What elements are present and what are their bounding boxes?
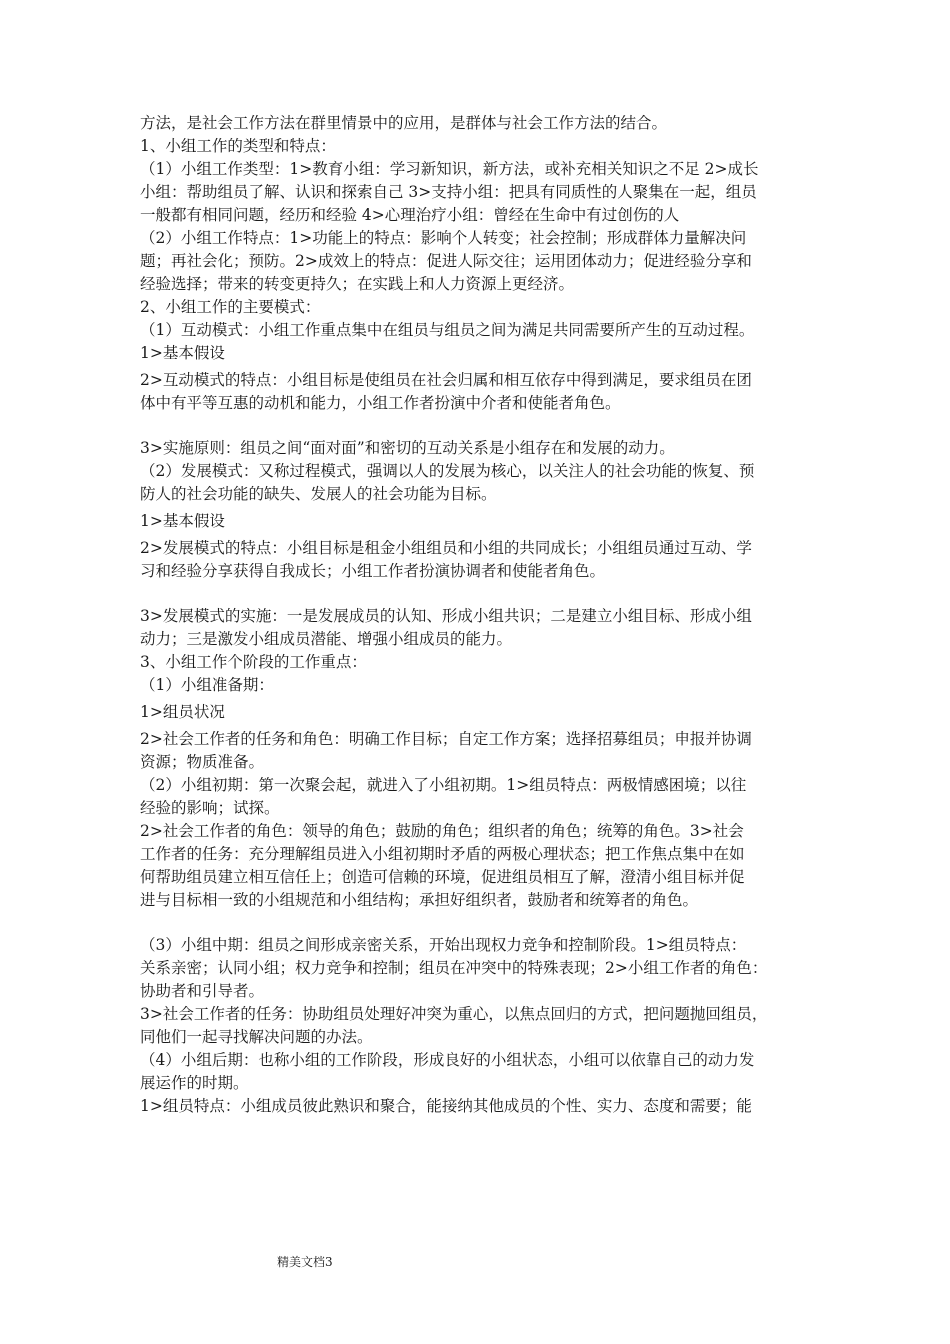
text-line: 3>社会工作者的任务：协助组员处理好冲突为重心，以焦点回归的方式，把问题抛回组员，: [140, 1005, 768, 1023]
section-heading: 3、小组工作个阶段的工作重点：: [140, 653, 367, 671]
text-line: 习和经验分享获得自我成长；小组工作者扮演协调者和使能者角色。: [140, 562, 606, 580]
document-body: [140, 112, 816, 1118]
text-line: 2>社会工作者的角色：领导的角色；鼓励的角色；组织者的角色；统筹的角色。3>社会: [140, 822, 744, 840]
text-line: 工作者的任务：充分理解组员进入小组初期时矛盾的两极心理状态；把工作焦点集中在如: [140, 845, 745, 863]
text-line: 2>发展模式的特点：小组目标是租金小组组员和小组的共同成长；小组组员通过互动、学: [140, 539, 752, 557]
text-line: 1>组员状况: [140, 703, 225, 721]
text-line: 防人的社会功能的缺失、发展人的社会功能为目标。: [140, 485, 497, 503]
text-line: 小组：帮助组员了解、认识和探索自己 3>支持小组：把具有同质性的人聚集在一起，组员: [140, 183, 757, 201]
text-line: （2）小组工作特点：1>功能上的特点：影响个人转变；社会控制；形成群体力量解决问: [140, 229, 747, 247]
text-line: 1>组员特点：小组成员彼此熟识和聚合，能接纳其他成员的个性、实力、态度和需要；能: [140, 1097, 752, 1115]
text-line: （2）小组初期：第一次聚会起，就进入了小组初期。1>组员特点：两极情感困境；以往: [140, 776, 747, 794]
text-line: 同他们一起寻找解决问题的办法。: [140, 1028, 373, 1046]
section-heading: 1、小组工作的类型和特点：: [140, 137, 336, 155]
text-line: 3>发展模式的实施：一是发展成员的认知、形成小组共识；二是建立小组目标、形成小组: [140, 607, 752, 625]
text-line: （4）小组后期：也称小组的工作阶段，形成良好的小组状态，小组可以依靠自己的动力发: [140, 1051, 755, 1069]
text-line: 关系亲密；认同小组；权力竞争和控制；组员在冲突中的特殊表现；2>小组工作者的角色：: [140, 959, 768, 977]
text-line: 一般都有相同问题，经历和经验 4>心理治疗小组：曾经在生命中有过创伤的人: [140, 206, 680, 224]
text-line: 动力；三是激发小组成员潜能、增强小组成员的能力。: [140, 630, 513, 648]
text-line: （1）小组准备期：: [140, 676, 274, 694]
page-footer: 精美文档3: [277, 1255, 333, 1269]
text-line: 方法，是社会工作方法在群里情景中的应用，是群体与社会工作方法的结合。: [140, 114, 668, 132]
text-line: 何帮助组员建立相互信任上；创造可信赖的环境，促进组员相互了解，澄清小组目标并促: [140, 868, 745, 886]
text-line: 经验的影响；试探。: [140, 799, 280, 817]
text-line: 协助者和引导者。: [140, 982, 265, 1000]
section-heading: 2、小组工作的主要模式：: [140, 298, 321, 316]
text-line: 1>基本假设: [140, 512, 225, 530]
text-line: 3>实施原则：组员之间“面对面”和密切的互动关系是小组存在和发展的动力。: [140, 439, 675, 457]
text-line: 经验选择；带来的转变更持久；在实践上和人力资源上更经济。: [140, 275, 575, 293]
text-line: 体中有平等互惠的动机和能力，小组工作者扮演中介者和使能者角色。: [140, 394, 621, 412]
text-line: 2>互动模式的特点：小组目标是使组员在社会归属和相互依存中得到满足，要求组员在团: [140, 371, 752, 389]
text-line: 1>基本假设: [140, 344, 225, 362]
text-line: 展运作的时期。: [140, 1074, 249, 1092]
text-line: （3）小组中期：组员之间形成亲密关系，开始出现权力竞争和控制阶段。1>组员特点：: [140, 936, 747, 954]
text-line: 2>社会工作者的任务和角色：明确工作目标；自定工作方案；选择招募组员；申报并协调: [140, 730, 752, 748]
text-line: （1）互动模式：小组工作重点集中在组员与组员之间为满足共同需要所产生的互动过程。: [140, 321, 755, 339]
text-line: 资源；物质准备。: [140, 753, 265, 771]
text-line: 题；再社会化；预防。2>成效上的特点：促进人际交往；运用团体动力；促进经验分享和: [140, 252, 752, 270]
text-line: （2）发展模式：又称过程模式，强调以人的发展为核心，以关注人的社会功能的恢复、预: [140, 462, 755, 480]
text-line: （1）小组工作类型：1>教育小组：学习新知识，新方法，或补充相关知识之不足 2>成长: [140, 160, 759, 178]
text-line: 进与目标相一致的小组规范和小组结构；承担好组织者，鼓励者和统筹者的角色。: [140, 891, 699, 909]
